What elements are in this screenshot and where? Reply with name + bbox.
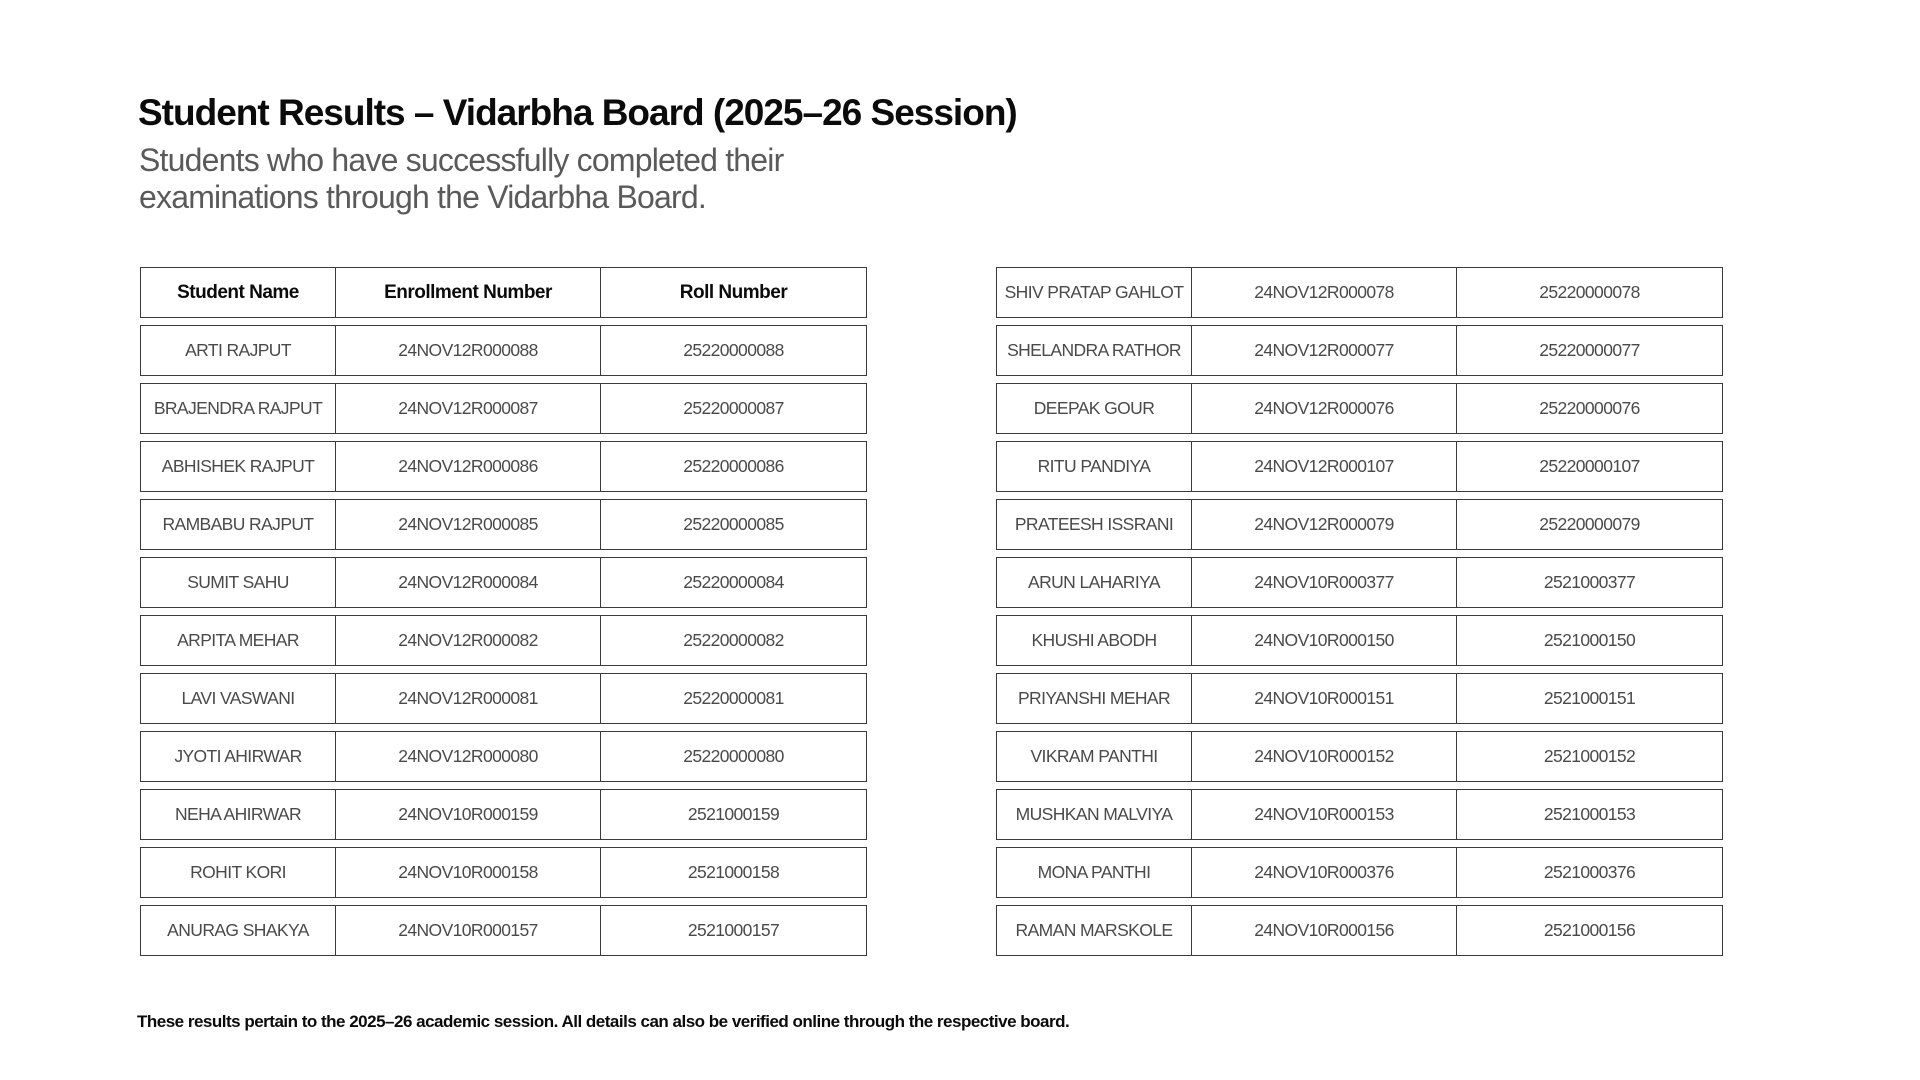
table-row: [140, 615, 867, 673]
roll-number-cell: 2521000157: [600, 905, 867, 956]
roll-number-cell: 25220000086: [600, 441, 867, 492]
table-body-right: [996, 267, 1723, 963]
results-table-right: [996, 267, 1723, 963]
student-name-cell: VIKRAM PANTHI: [996, 731, 1192, 782]
enrollment-number-cell: 24NOV12R000076: [1191, 383, 1457, 434]
student-name-cell: JYOTI AHIRWAR: [140, 731, 336, 782]
student-name-cell: MUSHKAN MALVIYA: [996, 789, 1192, 840]
enrollment-number-cell: 24NOV10R000151: [1191, 673, 1457, 724]
student-name-cell: SHIV PRATAP GAHLOT: [996, 267, 1192, 318]
roll-number-cell: 2521000376: [1456, 847, 1723, 898]
student-name-cell: ROHIT KORI: [140, 847, 336, 898]
roll-number-cell: 2521000151: [1456, 673, 1723, 724]
student-name-cell: RAMAN MARSKOLE: [996, 905, 1192, 956]
table-row: [996, 731, 1723, 789]
student-name-cell: SHELANDRA RATHOR: [996, 325, 1192, 376]
roll-number-cell: 25220000076: [1456, 383, 1723, 434]
roll-number-cell: 2521000153: [1456, 789, 1723, 840]
table-row: [140, 383, 867, 441]
results-table-left: [140, 267, 867, 963]
enrollment-number-cell: 24NOV10R000153: [1191, 789, 1457, 840]
enrollment-number-cell: 24NOV12R000086: [335, 441, 601, 492]
table-row: [996, 557, 1723, 615]
enrollment-number-cell: 24NOV12R000082: [335, 615, 601, 666]
enrollment-number-cell: 24NOV12R000078: [1191, 267, 1457, 318]
table-row: [140, 847, 867, 905]
student-name-cell: ANURAG SHAKYA: [140, 905, 336, 956]
enrollment-number-cell: 24NOV12R000085: [335, 499, 601, 550]
roll-number-cell: 2521000152: [1456, 731, 1723, 782]
column-header-enrollment-number: Enrollment Number: [335, 267, 601, 318]
table-row: [140, 731, 867, 789]
table-row: [140, 557, 867, 615]
roll-number-cell: 25220000077: [1456, 325, 1723, 376]
enrollment-number-cell: 24NOV12R000081: [335, 673, 601, 724]
column-header-student-name: Student Name: [140, 267, 336, 318]
student-name-cell: MONA PANTHI: [996, 847, 1192, 898]
table-row: [996, 673, 1723, 731]
student-name-cell: LAVI VASWANI: [140, 673, 336, 724]
table-header-row: [140, 267, 867, 325]
enrollment-number-cell: 24NOV10R000159: [335, 789, 601, 840]
roll-number-cell: 25220000084: [600, 557, 867, 608]
enrollment-number-cell: 24NOV12R000087: [335, 383, 601, 434]
table-row: [996, 441, 1723, 499]
enrollment-number-cell: 24NOV10R000157: [335, 905, 601, 956]
student-name-cell: ARTI RAJPUT: [140, 325, 336, 376]
enrollment-number-cell: 24NOV12R000079: [1191, 499, 1457, 550]
table-row: [140, 499, 867, 557]
roll-number-cell: 2521000150: [1456, 615, 1723, 666]
enrollment-number-cell: 24NOV10R000376: [1191, 847, 1457, 898]
roll-number-cell: 2521000158: [600, 847, 867, 898]
student-name-cell: ARPITA MEHAR: [140, 615, 336, 666]
enrollment-number-cell: 24NOV12R000084: [335, 557, 601, 608]
table-row: [996, 383, 1723, 441]
roll-number-cell: 25220000087: [600, 383, 867, 434]
column-header-roll-number: Roll Number: [600, 267, 867, 318]
student-name-cell: SUMIT SAHU: [140, 557, 336, 608]
roll-number-cell: 25220000078: [1456, 267, 1723, 318]
student-name-cell: KHUSHI ABODH: [996, 615, 1192, 666]
table-row: [996, 325, 1723, 383]
student-name-cell: RAMBABU RAJPUT: [140, 499, 336, 550]
roll-number-cell: 25220000079: [1456, 499, 1723, 550]
roll-number-cell: 25220000082: [600, 615, 867, 666]
roll-number-cell: 25220000107: [1456, 441, 1723, 492]
page-subtitle: Students who have successfully completed their examinations through the Vidarbha Board.: [139, 142, 784, 215]
table-row: [996, 499, 1723, 557]
table-row: [140, 789, 867, 847]
table-body-left: [140, 325, 867, 963]
student-name-cell: RITU PANDIYA: [996, 441, 1192, 492]
roll-number-cell: 2521000159: [600, 789, 867, 840]
enrollment-number-cell: 24NOV10R000150: [1191, 615, 1457, 666]
roll-number-cell: 2521000156: [1456, 905, 1723, 956]
table-row: [996, 615, 1723, 673]
roll-number-cell: 25220000081: [600, 673, 867, 724]
enrollment-number-cell: 24NOV10R000152: [1191, 731, 1457, 782]
table-row: [996, 267, 1723, 325]
roll-number-cell: 2521000377: [1456, 557, 1723, 608]
student-name-cell: PRATEESH ISSRANI: [996, 499, 1192, 550]
table-row: [996, 847, 1723, 905]
student-name-cell: ARUN LAHARIYA: [996, 557, 1192, 608]
table-row: [140, 441, 867, 499]
enrollment-number-cell: 24NOV12R000088: [335, 325, 601, 376]
student-name-cell: ABHISHEK RAJPUT: [140, 441, 336, 492]
enrollment-number-cell: 24NOV10R000377: [1191, 557, 1457, 608]
roll-number-cell: 25220000080: [600, 731, 867, 782]
student-name-cell: PRIYANSHI MEHAR: [996, 673, 1192, 724]
page-title: Student Results – Vidarbha Board (2025–26 Session): [138, 92, 1017, 133]
enrollment-number-cell: 24NOV12R000077: [1191, 325, 1457, 376]
table-row: [996, 905, 1723, 963]
student-name-cell: DEEPAK GOUR: [996, 383, 1192, 434]
table-row: [140, 905, 867, 963]
enrollment-number-cell: 24NOV10R000156: [1191, 905, 1457, 956]
enrollment-number-cell: 24NOV12R000080: [335, 731, 601, 782]
table-row: [996, 789, 1723, 847]
enrollment-number-cell: 24NOV10R000158: [335, 847, 601, 898]
enrollment-number-cell: 24NOV12R000107: [1191, 441, 1457, 492]
roll-number-cell: 25220000088: [600, 325, 867, 376]
student-name-cell: NEHA AHIRWAR: [140, 789, 336, 840]
student-name-cell: BRAJENDRA RAJPUT: [140, 383, 336, 434]
roll-number-cell: 25220000085: [600, 499, 867, 550]
footer-note: These results pertain to the 2025–26 academic session. All details can also be verified online through the respective board.: [137, 1012, 1070, 1031]
table-row: [140, 325, 867, 383]
table-row: [140, 673, 867, 731]
